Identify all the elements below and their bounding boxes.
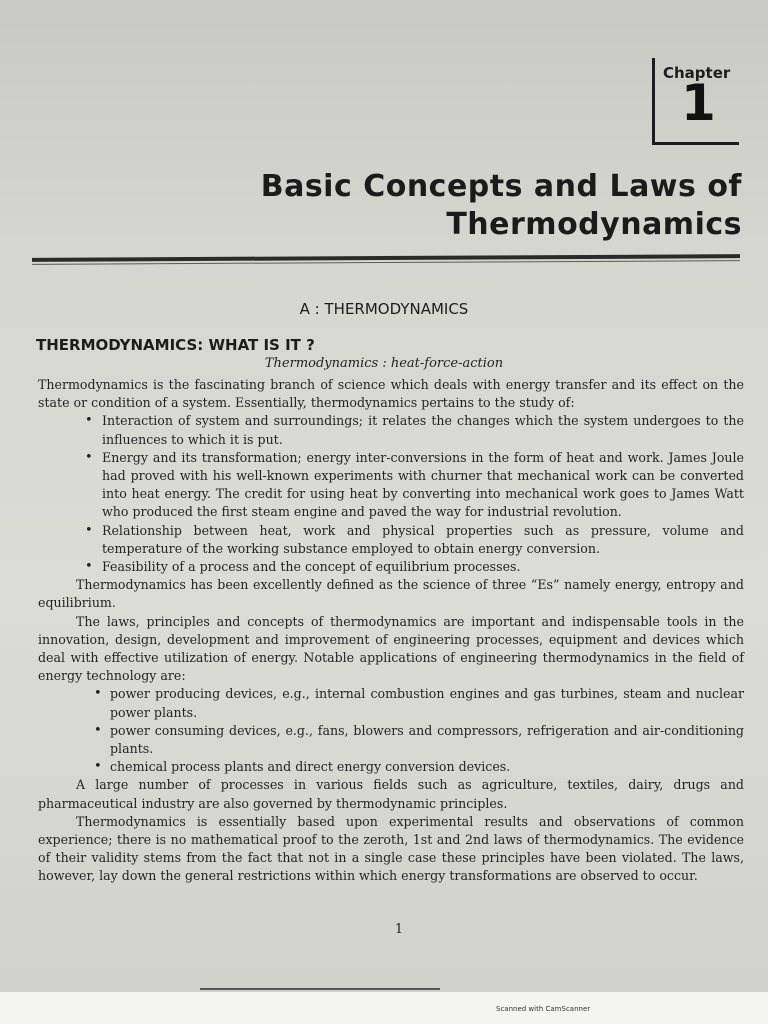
subheading: THERMODYNAMICS: WHAT IS IT ?: [36, 336, 315, 354]
list-item: • power producing devices, e.g., internal combustion engines and gas turbines, steam and nuclear power plants.: [38, 685, 744, 721]
list-item: • Feasibility of a process and the concept of equilibrium processes.: [38, 558, 744, 576]
page-number: 1: [394, 922, 404, 937]
section-heading: A : THERMODYNAMICS: [299, 300, 469, 318]
processes-paragraph: A large number of processes in various fields such as agriculture, textiles, dairy, drugs and pharmaceutical industry are also governed by thermodynamic principles.: [38, 777, 744, 811]
applications-list: [38, 685, 744, 776]
list-item: • Energy and its transformation; energy inter-conversions in the form of heat and work. James Joule had proved with his well-known experiments with churner that mechanical work can be converted into heat energy. The credit for using heat by converting into mechanical work goes to James Watt who produced the first steam engine and paved the way for industrial revolution.: [38, 449, 744, 522]
applications-paragraph: The laws, principles and concepts of thermodynamics are important and indispensable tools in the innovation, design, development and improvement of engineering processes, equipment and devices which deal with effective utilization of energy. Notable applications of engineering thermodynamics in the field of energy technology are:: [38, 613, 744, 684]
list-item: • power consuming devices, e.g., fans, blowers and compressors, refrigeration and air-conditioning plants.: [38, 722, 744, 758]
chapter-label: Chapter: [663, 64, 731, 82]
chapter-number: 1: [681, 74, 716, 132]
definition-paragraph: Thermodynamics has been excellently defined as the science of three “Es” namely energy, entropy and equilibrium.: [38, 577, 744, 611]
list-item: • Interaction of system and surroundings; it relates the changes which the system undergoes to the influences to which it is put.: [38, 412, 744, 448]
scanner-watermark: Scanned with CamScanner: [496, 1005, 591, 1013]
list-item: • chemical process plants and direct energy conversion devices.: [38, 758, 744, 776]
laws-paragraph: Thermodynamics is essentially based upon experimental results and observations of common experience; there is no mathematical proof to the zeroth, 1st and 2nd laws of thermodynamics. The evidence of their validity stems from the fact that not in a single case these principles have been violated. The laws, however, lay down the general restrictions within which energy transformations are observed to occur.: [38, 813, 744, 884]
chapter-title-line2: Thermodynamics: [446, 207, 742, 242]
chapter-title-line1: Basic Concepts and Laws of: [260, 169, 742, 204]
body-text: [38, 376, 744, 886]
tagline: Thermodynamics : heat-force-action: [264, 356, 504, 371]
chapter-badge: [652, 58, 739, 145]
page-bottom-edge: [200, 988, 440, 990]
study-list: [38, 412, 744, 576]
intro-paragraph: Thermodynamics is the fascinating branch of science which deals with energy transfer and its effect on the state or condition of a system. Essentially, thermodynamics pertains to the study of:: [38, 377, 744, 411]
chapter-title: [261, 168, 742, 244]
list-item: • Relationship between heat, work and physical properties such as pressure, volume and temperature of the working substance employed to obtain energy conversion.: [38, 522, 744, 558]
